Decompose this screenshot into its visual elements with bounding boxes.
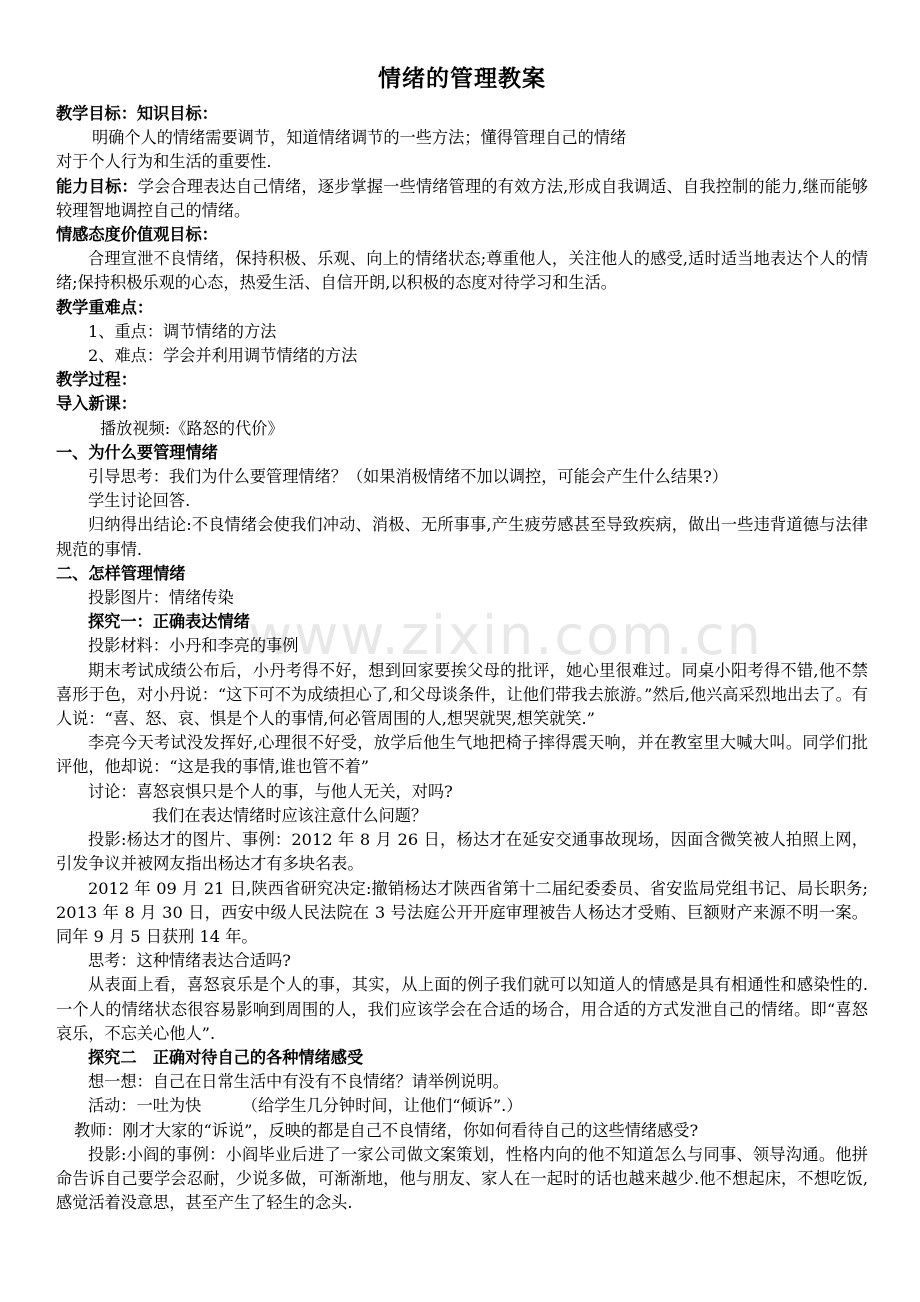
discussion-question1: 讨论：喜怒哀惧只是个人的事，与他人无关，对吗?: [88, 781, 453, 801]
ability-objective-text: 学会合理表达自己情绪，逐步掌握一些情绪管理的有效方法,形成自我调适、自我控制的能力,继而能够较理智地调控自己的情绪。: [56, 176, 868, 220]
emotion-objective-text: 合理宣泄不良情绪，保持积极、乐观、向上的情绪状态;尊重他人，关注他人的感受,适时适当地表达个人的情绪;保持积极乐观的心态，热爱生活、自信开朗,以积极的态度对待学习和生活。: [56, 249, 868, 293]
objectives-heading: 教学目标：知识目标：: [56, 104, 218, 123]
story-xiaodan: 期末考试成绩公布后，小丹考得不好，想到回家要挨父母的批评，她心里很难过。同桌小阳考得不错,他不禁喜形于色，对小丹说：“这下可不为成绩担心了,和父母谈条件，让他们带我去旅游。”然后,他兴高采烈地出去了。有人说：“喜、怒、哀、惧是个人的事情,何必管周围的人,想哭就哭,想笑就笑.”: [56, 660, 868, 729]
difficult-point: 2、难点：学会并利用调节情绪的方法: [88, 346, 358, 366]
knowledge-objective-line2: 对于个人行为和生活的重要性.: [56, 152, 272, 172]
think-question: 思考：这种情绪表达合适吗?: [88, 951, 291, 971]
activity: 活动：一吐为快 （给学生几分钟时间，让他们“倾诉”.）: [88, 1096, 523, 1116]
case-xiaoyan: 投影:小阎的事例：小阎毕业后进了一家公司做文案策划，性格内向的他不知道怎么与同事、领导沟通。他拼命告诉自己要学会忍耐，少说多做，可渐渐地，他与朋友、家人在一起时的话也越来越少.他不想起床，不想吃饭,感觉活着没意思，甚至产生了轻生的念头.: [56, 1144, 868, 1213]
case-yangdacai-1: 投影:杨达才的图片、事例：2012 年 8 月 26 日，杨达才在延安交通事故现场，因面含微笑被人拍照上网，引发争议并被网友指出杨达才有多块名表。: [56, 830, 868, 874]
intro-video: 播放视频:《路怒的代价》: [100, 418, 284, 438]
explore1-heading: 探究一：正确表达情绪: [88, 612, 250, 632]
section1-heading: 一、为什么要管理情绪: [56, 442, 218, 462]
ability-objective: [56, 175, 868, 223]
knowledge-objective-line1: 明确个人的情绪需要调节，知道情绪调节的一些方法；懂得管理自己的情绪: [92, 128, 627, 148]
document-page: [56, 62, 868, 1215]
section2-heading: 二、怎样管理情绪: [56, 563, 186, 583]
projection-image: 投影图片：情绪传染: [88, 588, 234, 608]
page-title: 情绪的管理教案: [378, 65, 546, 92]
case-yangdacai-2: 2012 年 09 月 21 日,陕西省研究决定:撤销杨达才陕西省第十二届纪委委员、省安监局党组书记、局长职务;2013 年 8 月 30 日，西安中级人民法院在 3 号法庭公开开庭审理被告人杨达才受贿、巨额财产来源不明一案。同年 9 月 5 日获刑 14 年。: [56, 878, 868, 946]
process-heading: 教学过程：: [56, 370, 137, 390]
key-point: 1、重点：调节情绪的方法: [88, 321, 277, 341]
emotion-objective-heading: 情感态度价值观目标：: [56, 225, 218, 245]
explore1-conclusion: 从表面上看，喜怒哀乐是个人的事，其实，从上面的例子我们就可以知道人的情感是具有相通性和感染性的.一个人的情绪状态很容易影响到周围的人，我们应该学会在合适的场合，用合适的方式发泄自己的情绪。即“喜怒哀乐，不忘关心他人”.: [56, 975, 868, 1043]
section1-discussion: 学生讨论回答.: [88, 491, 191, 511]
ability-objective-label: 能力目标：: [56, 176, 138, 196]
projection-material: 投影材料：小丹和李亮的事例: [88, 636, 299, 656]
difficulties-heading: 教学重难点：: [56, 297, 154, 317]
story-liliang: 李亮今天考试没发挥好,心理很不好受，放学后他生气地把椅子摔得震天响，并在教室里大喊大叫。同学们批评他，他却说：“这是我的事情,谁也管不着”: [56, 733, 868, 777]
watermark: www.zixin.com.cn: [248, 604, 763, 667]
think-it-over: 想一想：自己在日常生活中有没有不良情绪？请举例说明。: [88, 1072, 509, 1092]
section1-guide: 引导思考：我们为什么要管理情绪？（如果消极情绪不加以调控，可能会产生什么结果?）: [88, 467, 728, 487]
section1-conclusion: 归纳得出结论:不良情绪会使我们冲动、消极、无所事事,产生疲劳感甚至导致疾病，做出一些违背道德与法律规范的事情.: [56, 515, 868, 559]
discussion-question2: 我们在表达情绪时应该注意什么问题？: [152, 805, 428, 825]
explore2-heading: 探究二 正确对待自己的各种情绪感受: [88, 1047, 364, 1067]
intro-heading: 导入新课：: [56, 394, 137, 414]
teacher-question: 教师：刚才大家的“诉说”，反映的都是自己不良情绪，你如何看待自己的这些情绪感受?: [74, 1120, 699, 1140]
